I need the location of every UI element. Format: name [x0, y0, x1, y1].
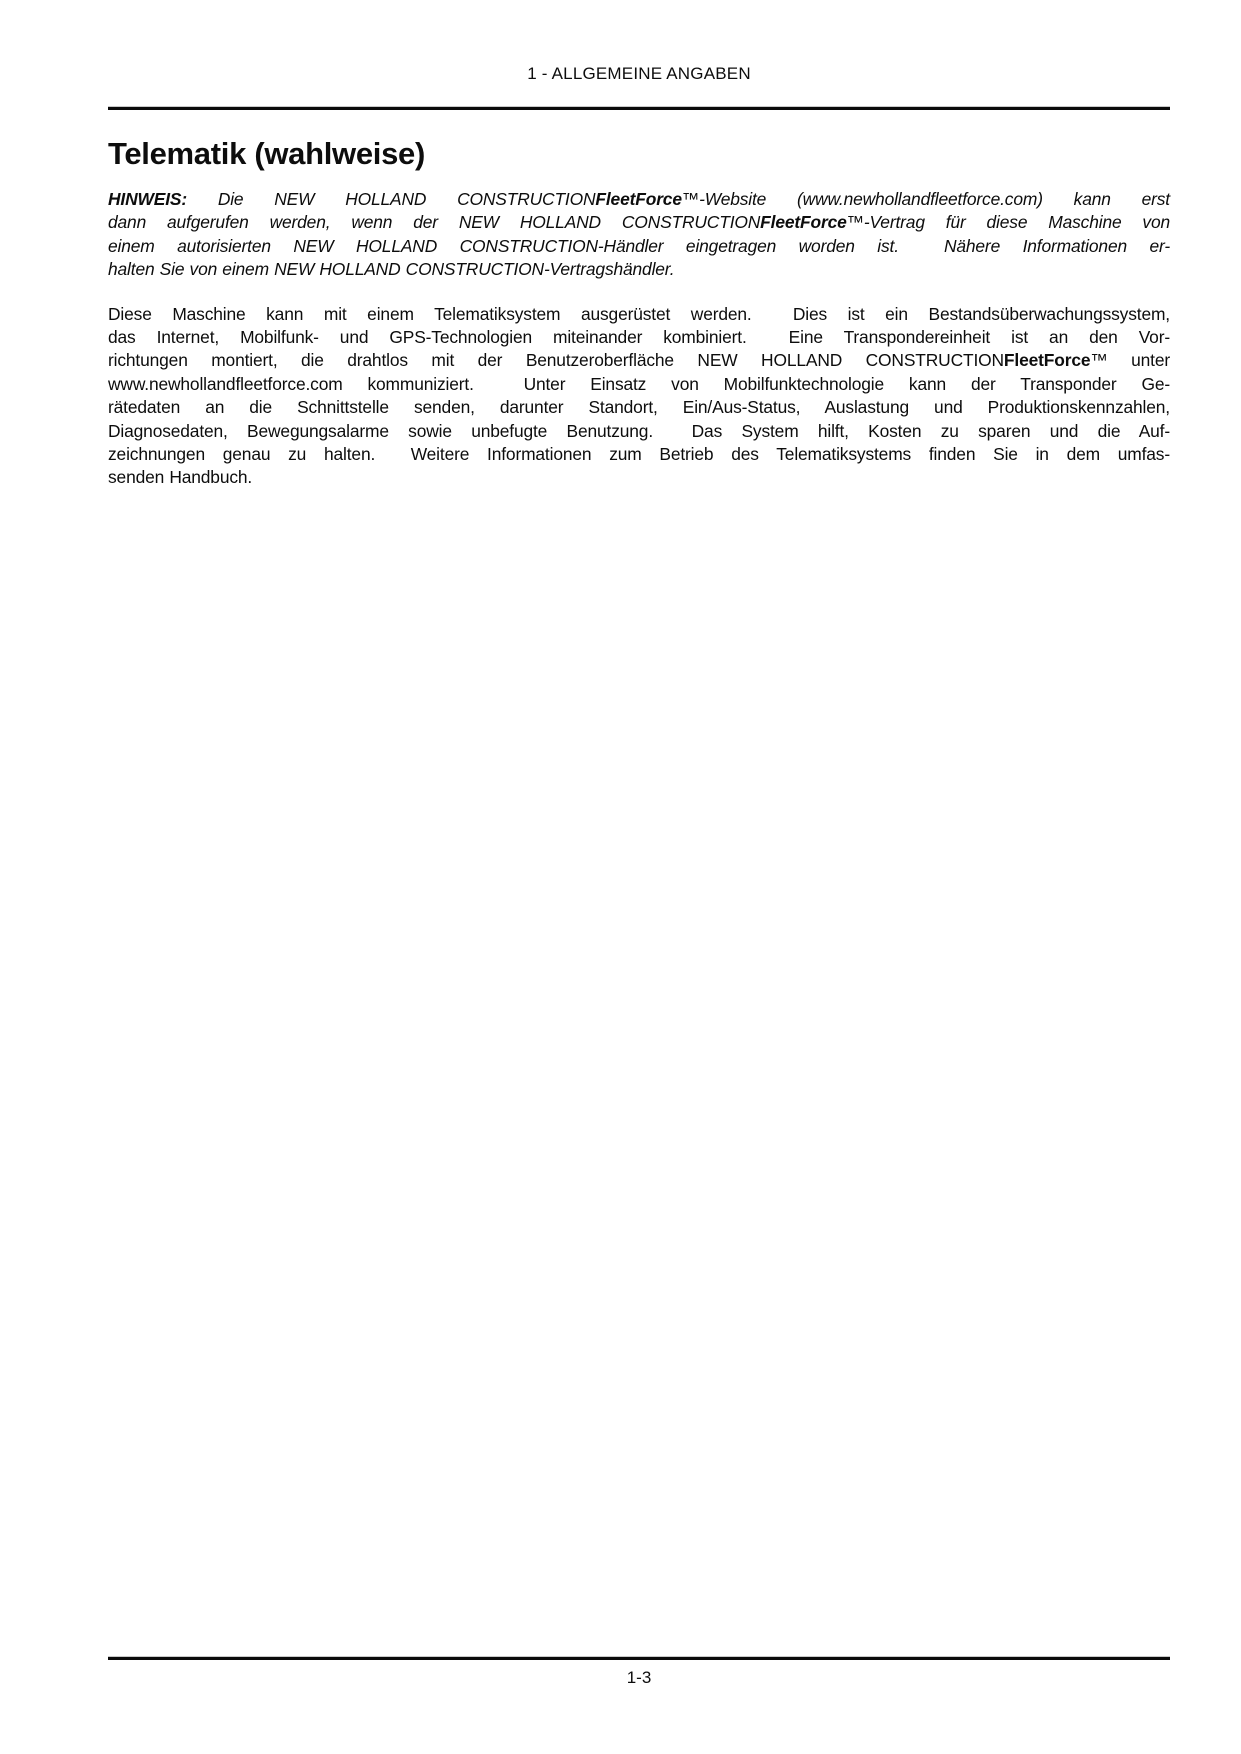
body-paragraph: [108, 303, 1170, 490]
text-line: [108, 443, 1170, 466]
page-number: 1-3: [626, 1668, 652, 1687]
text-line: [108, 258, 1170, 281]
text-line: [108, 396, 1170, 419]
text-run: einem autorisierten NEW HOLLAND CONSTRUCTION-Händler eingetragen worden ist. Nähere Informationen er-: [108, 235, 1170, 256]
emphasized-text-run: HINWEIS:: [108, 189, 187, 209]
text-line: [108, 211, 1170, 234]
text-line: [108, 373, 1170, 396]
page-content: [108, 0, 1170, 490]
text-line: [108, 349, 1170, 372]
text-run: rätedaten an die Schnittstelle senden, darunter Standort, Ein/Aus-Status, Auslastung und Produktionskennzahlen,: [108, 397, 1170, 418]
text-run: halten Sie von einem NEW HOLLAND CONSTRUCTION-Vertragshändler.: [108, 259, 675, 280]
page-footer: [108, 1657, 1170, 1688]
emphasized-text-run: FleetForce: [595, 189, 682, 209]
text-run: das Internet, Mobilfunk- und GPS-Technologien miteinander kombiniert. Eine Transpondereinheit ist an den Vor-: [108, 327, 1170, 348]
text-run: Diese Maschine kann mit einem Telematiksystem ausgerüstet werden. Dies ist ein Bestandsüberwachungssystem,: [108, 303, 1170, 324]
text-run: ™ unter: [1090, 350, 1170, 371]
note-paragraph: [108, 188, 1170, 282]
text-run: www.newhollandfleetforce.com kommuniziert. Unter Einsatz von Mobilfunktechnologie kann der Transponder Ge-: [108, 373, 1170, 394]
emphasized-text-run: FleetForce: [1003, 350, 1091, 371]
footer-rule: [108, 1657, 1170, 1660]
text-line: [108, 235, 1170, 258]
header-rule: [108, 107, 1170, 110]
text-line: [108, 420, 1170, 443]
text-run: senden Handbuch.: [108, 467, 253, 488]
text-run: Die NEW HOLLAND CONSTRUCTION: [187, 189, 596, 209]
text-run: ™-Website (www.newhollandfleetforce.com) kann erst: [681, 189, 1170, 209]
emphasized-text-run: FleetForce: [760, 212, 847, 233]
text-run: richtungen montiert, die drahtlos mit der Benutzeroberfläche NEW HOLLAND CONSTRUCTION: [108, 350, 1004, 371]
text-line: [108, 303, 1170, 326]
text-line: [108, 326, 1170, 349]
section-header: 1 - ALLGEMEINE ANGABEN: [527, 64, 751, 83]
text-run: dann aufgerufen werden, wenn der NEW HOLLAND CONSTRUCTION: [108, 212, 761, 233]
text-line: [108, 188, 1170, 211]
text-run: ™-Vertrag für diese Maschine von: [846, 212, 1171, 233]
text-run: Diagnosedaten, Bewegungsalarme sowie unbefugte Benutzung. Das System hilft, Kosten zu sparen und die Auf-: [108, 420, 1170, 441]
text-line: [108, 466, 1170, 489]
text-run: zeichnungen genau zu halten. Weitere Informationen zum Betrieb des Telematiksystems finden Sie in dem umfas-: [108, 444, 1170, 465]
page-title: Telematik (wahlweise): [108, 136, 426, 171]
